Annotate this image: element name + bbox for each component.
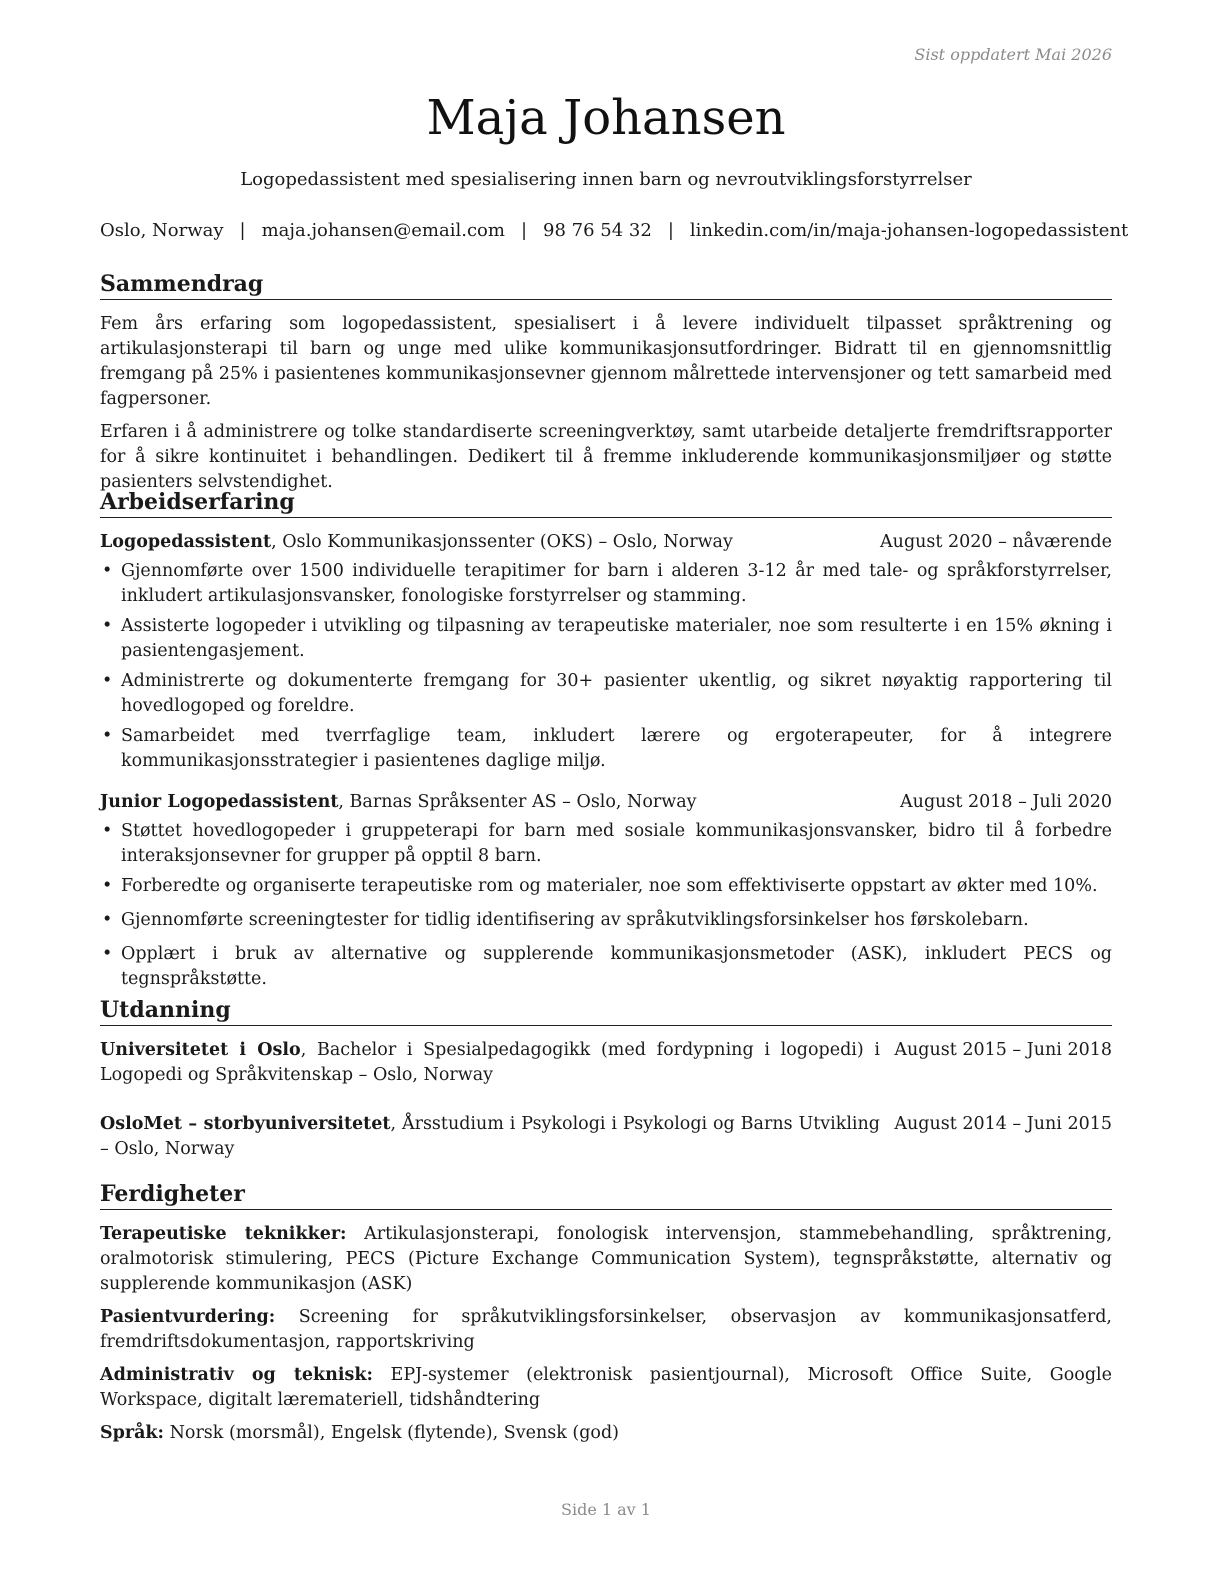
list-item (100, 559, 1112, 609)
skill-text: EPJ-systemer (elektronisk pasientjournal), Microsoft Office Suite, Google Workspace, digitalt læremateriell, tidshåndtering (100, 1365, 1112, 1410)
page-number: Side 1 av 1 (561, 1500, 651, 1519)
education-entry (100, 1038, 1112, 1088)
education-detail: , Bachelor i Spesialpedagogikk (med fordypning i logopedi) i Logopedi og Språkvitenskap – Oslo, Norway (100, 1040, 880, 1085)
bullet-icon: • (102, 561, 113, 581)
job-entry (100, 790, 1112, 992)
education-school: Universitetet i Oslo (100, 1040, 301, 1060)
bullet-text: Gjennomførte screeningtester for tidlig identifisering av språkutviklingsforsinkelser hos førskolebarn. (121, 910, 1029, 930)
education-dates: August 2014 – Juni 2015 (894, 1114, 1112, 1134)
list-item (100, 874, 1112, 899)
resume-page (100, 0, 1129, 1584)
contact-separator: | (239, 220, 246, 241)
job-dates: August 2020 – nåværende (880, 532, 1112, 552)
bullet-icon: • (102, 726, 113, 746)
summary-section (100, 270, 1112, 503)
job-role: Logopedassistent (100, 532, 272, 552)
bullet-icon: • (102, 944, 113, 964)
job-bullets (100, 559, 1112, 774)
education-entry (100, 1112, 1112, 1162)
contact-line (100, 219, 1129, 243)
job-title-line (100, 530, 733, 555)
skill-group (100, 1363, 1112, 1413)
skill-label: Administrativ og teknisk: (100, 1365, 373, 1385)
contact-location: Oslo, Norway (100, 220, 224, 241)
bullet-text: Opplært i bruk av alternative og supplerende kommunikasjonsmetoder (ASK), inkludert PECS og tegnspråkstøtte. (121, 944, 1112, 989)
section-title-education: Utdanning (100, 996, 1112, 1026)
bullet-text: Samarbeidet med tverrfaglige team, inkludert lærere og ergoterapeuter, for å integrere kommunikasjonsstrategier i pasientenes daglige miljø. (121, 726, 1112, 771)
bullet-text: Assisterte logopeder i utvikling og tilpasning av terapeutiske materialer, noe som resulterte i en 15% økning i pasientengasjement. (121, 616, 1112, 661)
bullet-icon: • (102, 671, 113, 691)
contact-separator: | (667, 220, 674, 241)
skill-text: Norsk (morsmål), Engelsk (flytende), Svensk (god) (164, 1423, 619, 1443)
list-item (100, 819, 1112, 869)
section-title-experience: Arbeidserfaring (100, 488, 1112, 518)
list-item (100, 669, 1112, 719)
skill-group (100, 1222, 1112, 1297)
bullet-icon: • (102, 876, 113, 896)
job-header (100, 530, 1112, 555)
skills-section (100, 1180, 1112, 1454)
section-title-skills: Ferdigheter (100, 1180, 1112, 1210)
job-bullets (100, 819, 1112, 992)
skill-label: Språk: (100, 1423, 165, 1443)
list-item (100, 942, 1112, 992)
last-updated: Sist oppdatert Mai 2026 (914, 45, 1112, 64)
summary-paragraph: Erfaren i å administrere og tolke standardiserte screeningverktøy, samt utarbeide detaljerte fremdriftsrapporter for å sikre kontinuitet i behandlingen. Dedikert til å fremme inkluderende kommunikasjonsmiljøer og støtte pasienters selvstendighet. (100, 422, 1112, 492)
list-item (100, 614, 1112, 664)
bullet-icon: • (102, 821, 113, 841)
education-description (100, 1112, 880, 1162)
section-title-summary: Sammendrag (100, 270, 1112, 300)
contact-linkedin[interactable]: linkedin.com/in/maja-johansen-logopedassistent (689, 220, 1129, 241)
bullet-text: Støttet hovedlogopeder i gruppeterapi for barn med sosiale kommunikasjonsvansker, bidro til å forbedre interaksjonsevner for grupper på opptil 8 barn. (121, 821, 1112, 866)
skill-group (100, 1305, 1112, 1355)
skill-text: Screening for språkutviklingsforsinkelser, observasjon av kommunikasjonsatferd, fremdriftsdokumentasjon, rapportskriving (100, 1307, 1112, 1352)
candidate-name: Maja Johansen (426, 90, 786, 146)
bullet-text: Gjennomførte over 1500 individuelle terapitimer for barn i alderen 3-12 år med tale- og språkforstyrrelser, inkludert artikulasjonsvansker, fonologiske forstyrrelser og stamming. (121, 561, 1112, 606)
education-detail: , Årsstudium i Psykologi i Psykologi og Barns Utvikling – Oslo, Norway (100, 1114, 880, 1159)
skill-label: Pasientvurdering: (100, 1307, 276, 1327)
job-employer: , Barnas Språksenter AS – Oslo, Norway (338, 792, 697, 812)
education-section (100, 996, 1112, 1186)
contact-email[interactable]: maja.johansen@email.com (261, 220, 505, 241)
skill-text: Artikulasjonsterapi, fonologisk intervensjon, stammebehandling, språktrening, oralmotorisk stimulering, PECS (Picture Exchange Communication System), tegnspråkstøtte, alternativ og supplerende kommunikasjon (ASK) (100, 1224, 1113, 1294)
job-dates: August 2018 – Juli 2020 (900, 792, 1112, 812)
contact-separator: | (520, 220, 528, 241)
education-dates: August 2015 – Juni 2018 (894, 1040, 1112, 1060)
job-entry (100, 530, 1112, 774)
bullet-text: Forberedte og organiserte terapeutiske rom og materialer, noe som effektiviserte oppstart av økter med 10%. (121, 876, 1098, 896)
job-header (100, 790, 1112, 815)
contact-phone: 98 76 54 32 (543, 220, 652, 241)
candidate-subtitle: Logopedassistent med spesialisering innen barn og nevroutviklingsforstyrrelser (240, 169, 972, 190)
education-description (100, 1038, 880, 1088)
job-employer: , Oslo Kommunikasjonssenter (OKS) – Oslo, Norway (271, 532, 733, 552)
skill-group (100, 1421, 1112, 1446)
job-title-line (100, 790, 697, 815)
experience-section (100, 488, 1112, 997)
education-school: OsloMet – storbyuniversitetet (100, 1114, 391, 1134)
list-item (100, 908, 1112, 933)
bullet-icon: • (102, 910, 113, 930)
summary-paragraph: Fem års erfaring som logopedassistent, spesialisert i å levere individuelt tilpasset språktrening og artikulasjonsterapi til barn og unge med ulike kommunikasjonsutfordringer. Bidratt til en gjennomsnittlig fremgang på 25% i pasientenes kommunikasjonsevner gjennom målrettede intervensjoner og tett samarbeid med fagpersoner. (100, 314, 1112, 409)
skill-label: Terapeutiske teknikker: (100, 1224, 347, 1244)
bullet-icon: • (102, 616, 113, 636)
list-item (100, 724, 1112, 774)
bullet-text: Administrerte og dokumenterte fremgang for 30+ pasienter ukentlig, og sikret nøyaktig rapportering til hovedlogoped og foreldre. (121, 671, 1112, 716)
job-role: Junior Logopedassistent (100, 792, 339, 812)
